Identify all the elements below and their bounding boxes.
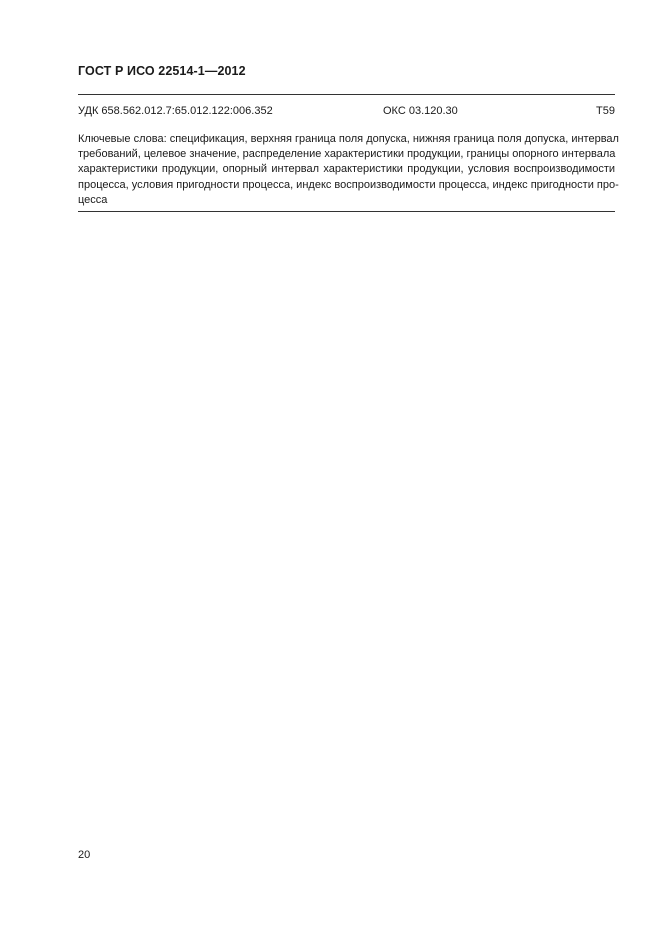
group-code: Т59 <box>596 105 615 117</box>
keywords-line: процесса, условия пригодности процесса, индекс воспроизводимости процесса, индекс пригодности про- <box>78 178 619 191</box>
keywords-line: Ключевые слова: спецификация, верхняя граница поля допуска, нижняя граница поля допуска, интервал <box>78 133 619 145</box>
bottom-divider <box>78 211 615 212</box>
classification-row <box>78 105 615 121</box>
udk-code: УДК 658.562.012.7:65.012.122:006.352 <box>78 105 273 117</box>
page-number: 20 <box>78 849 91 861</box>
oks-code: ОКС 03.120.30 <box>383 105 458 117</box>
top-divider <box>78 94 615 95</box>
keywords-line: характеристики продукции, опорный интервал характеристики продукции, условия воспроизводимости <box>78 163 615 176</box>
document-code: ГОСТ Р ИСО 22514-1—2012 <box>78 64 246 78</box>
keywords-block <box>78 132 619 208</box>
keywords-line: цесса <box>78 193 108 206</box>
keywords-line: требований, целевое значение, распределение характеристики продукции, границы опорного интервала <box>78 148 616 161</box>
